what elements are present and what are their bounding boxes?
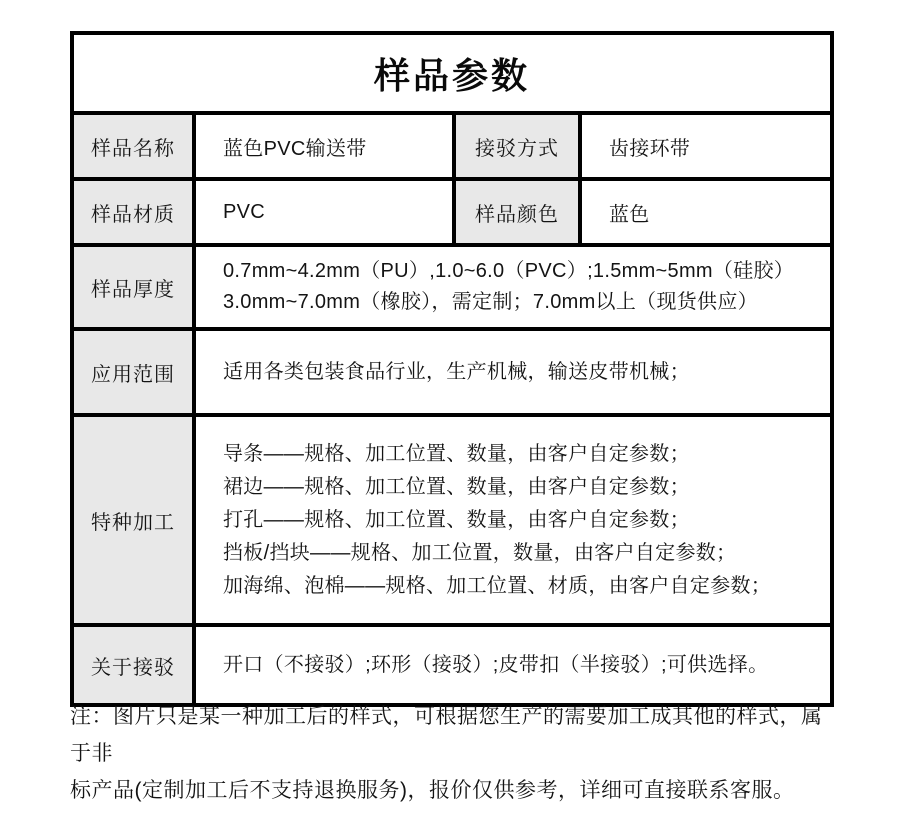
special-processing-line-5: 加海绵、泡棉——规格、加工位置、材质，由客户自定参数； (223, 574, 772, 597)
footer-note-line-1: 注：图片只是某一种加工后的样式，可根据您生产的需要加工成其他的样式，属于非 (70, 705, 823, 765)
label-thickness: 样品厚度 (72, 245, 194, 329)
label-special-processing: 特种加工 (72, 415, 194, 625)
label-application: 应用范围 (72, 329, 194, 415)
table-row-sample-name (72, 113, 832, 179)
label-sample-name: 样品名称 (72, 113, 194, 179)
value-color: 蓝色 (580, 179, 832, 245)
footer-note-line-2: 标产品(定制加工后不支持退换服务)，报价仅供参考，详细可直接联系客服。 (70, 779, 795, 802)
value-joint-method: 齿接环带 (580, 113, 832, 179)
label-material: 样品材质 (72, 179, 194, 245)
thickness-line-2: 3.0mm~7.0mm（橡胶），需定制；7.0mm以上（现货供应） (223, 291, 758, 313)
table-row-application (72, 329, 832, 415)
spec-table (70, 31, 834, 707)
table-row-joint (72, 625, 832, 705)
special-processing-line-4: 挡板/挡块——规格、加工位置，数量，由客户自定参数； (223, 541, 737, 564)
thickness-line-1: 0.7mm~4.2mm（PU）,1.0~6.0（PVC）;1.5mm~5mm（硅胶） (223, 260, 795, 282)
table-row-material (72, 179, 832, 245)
label-color: 样品颜色 (454, 179, 580, 245)
value-application (194, 329, 832, 415)
value-sample-name: 蓝色PVC输送带 (194, 113, 454, 179)
value-about-joint (194, 625, 832, 705)
special-processing-line-1: 导条——规格、加工位置、数量，由客户自定参数； (223, 442, 690, 465)
value-material: PVC (194, 179, 454, 245)
table-row-special-processing (72, 415, 832, 625)
label-joint-method: 接驳方式 (454, 113, 580, 179)
application-line: 适用各类包装食品行业，生产机械，输送皮带机械； (223, 360, 690, 383)
label-about-joint: 关于接驳 (72, 625, 194, 705)
special-processing-line-2: 裙边——规格、加工位置、数量，由客户自定参数； (223, 475, 690, 498)
footer-note (70, 698, 840, 809)
special-processing-line-3: 打孔——规格、加工位置、数量，由客户自定参数； (223, 508, 690, 531)
value-thickness (194, 245, 832, 329)
page-title: 样品参数 (72, 33, 832, 113)
joint-line: 开口（不接驳）;环形（接驳）;皮带扣（半接驳）;可供选择。 (223, 653, 769, 676)
title-row (72, 33, 832, 113)
table-row-thickness (72, 245, 832, 329)
value-special-processing (194, 415, 832, 625)
